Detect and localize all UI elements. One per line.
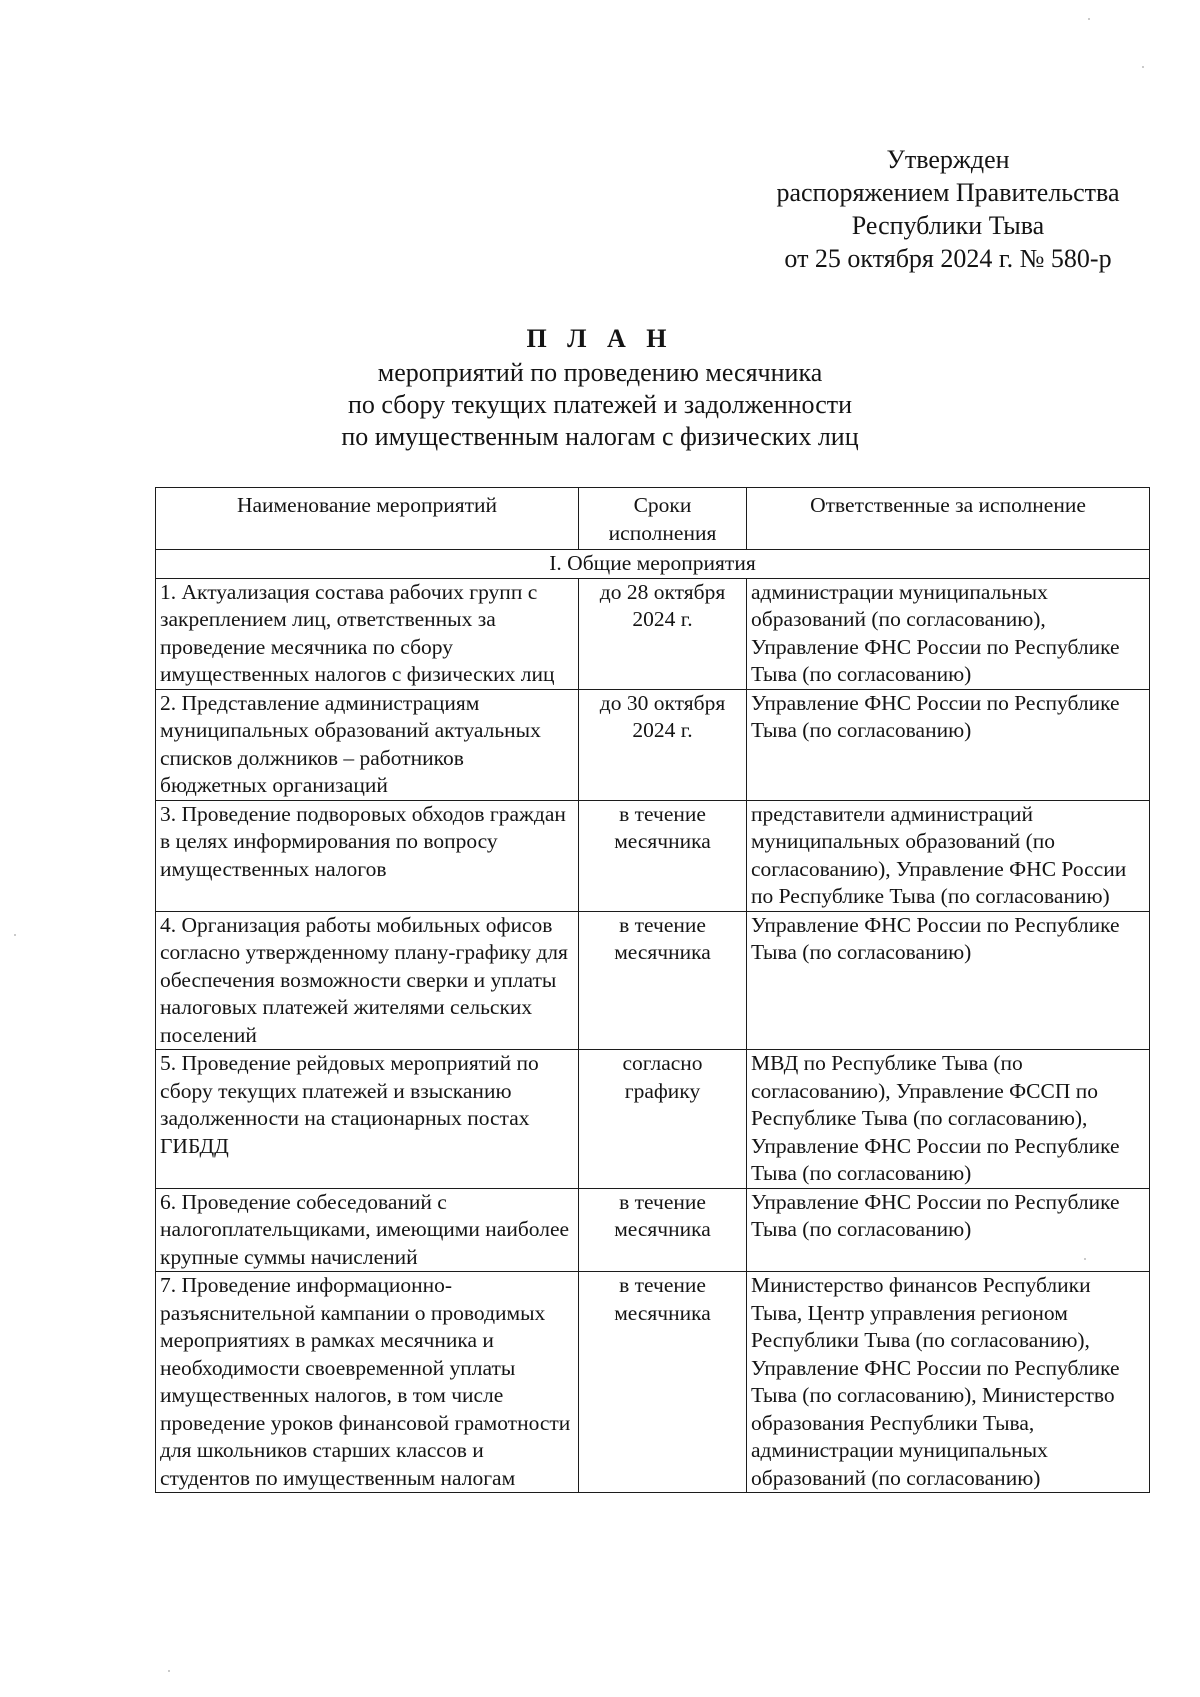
deadline-cell: в течение месячника — [579, 1272, 747, 1493]
subtitle-line: по имущественным налогам с физических лиц — [341, 422, 859, 451]
approval-line: от 25 октября 2024 г. № 580-р — [784, 244, 1112, 273]
activity-cell: 7. Проведение информационно-разъяснительной кампании о проводимых мероприятиях в рамках месячника и необходимости своевременной уплаты имущественных налогов, в том числе проведение уроков финансовой грамотности для школьников старших классов и студентов по имущественным налогам — [156, 1272, 579, 1493]
table-header-row — [156, 488, 1150, 550]
activity-cell: 3. Проведение подворовых обходов граждан в целях информирования по вопросу имущественных налогов — [156, 800, 579, 911]
header-activity: Наименование мероприятий — [156, 488, 579, 550]
section-title: I. Общие мероприятия — [156, 550, 1150, 579]
subtitle-line: по сбору текущих платежей и задолженности — [347, 390, 853, 419]
responsible-cell: Управление ФНС России по Республике Тыва (по согласованию) — [747, 689, 1150, 800]
activity-cell: 6. Проведение собеседований с налогоплательщиками, имеющими наиболее крупные суммы начислений — [156, 1188, 579, 1272]
approval-line: Республики Тыва — [851, 211, 1045, 240]
approval-line: распоряжением Правительства — [776, 178, 1120, 207]
activity-cell: 2. Представление администрациям муниципальных образований актуальных списков должников – работников бюджетных организаций — [156, 689, 579, 800]
scan-speck — [1084, 1258, 1086, 1260]
deadline-cell: в течение месячника — [579, 911, 747, 1050]
deadline-cell: до 30 октября 2024 г. — [579, 689, 747, 800]
document-heading — [250, 323, 950, 453]
scan-speck — [1142, 66, 1144, 68]
responsible-cell: Министерство финансов Республики Тыва, Центр управления регионом Республики Тыва (по согласованию), Управление ФНС России по Республике Тыва (по согласованию), Министерство образования Республики Тыва, администрации муниципальных образований (по согласованию) — [747, 1272, 1150, 1493]
document-title: П Л А Н — [526, 324, 674, 353]
table-row — [156, 689, 1150, 800]
table-row — [156, 1188, 1150, 1272]
scan-speck — [14, 934, 16, 936]
section-row — [156, 550, 1150, 579]
table-row — [156, 578, 1150, 689]
header-responsible: Ответственные за исполнение — [747, 488, 1150, 550]
deadline-cell: в течение месячника — [579, 800, 747, 911]
table-row — [156, 1050, 1150, 1189]
header-deadline: Сроки исполнения — [579, 488, 747, 550]
approval-stamp — [748, 143, 1148, 275]
table-row — [156, 800, 1150, 911]
deadline-cell: до 28 октября 2024 г. — [579, 578, 747, 689]
activity-cell: 5. Проведение рейдовых мероприятий по сбору текущих платежей и взысканию задолженности на стационарных постах ГИБДД — [156, 1050, 579, 1189]
plan-table — [155, 487, 1150, 1493]
scan-speck — [168, 1670, 170, 1672]
activity-cell: 1. Актуализация состава рабочих групп с закреплением лиц, ответственных за проведение месячника по сбору имущественных налогов с физических лиц — [156, 578, 579, 689]
activity-cell: 4. Организация работы мобильных офисов согласно утвержденному плану-графику для обеспечения возможности сверки и уплаты налоговых платежей жителями сельских поселений — [156, 911, 579, 1050]
approval-line: Утвержден — [886, 145, 1010, 174]
responsible-cell: Управление ФНС России по Республике Тыва (по согласованию) — [747, 911, 1150, 1050]
responsible-cell: Управление ФНС России по Республике Тыва (по согласованию) — [747, 1188, 1150, 1272]
responsible-cell: администрации муниципальных образований (по согласованию), Управление ФНС России по Республике Тыва (по согласованию) — [747, 578, 1150, 689]
scan-speck — [1088, 18, 1090, 20]
subtitle-line: мероприятий по проведению месячника — [377, 358, 823, 387]
responsible-cell: представители администраций муниципальных образований (по согласованию), Управление ФНС России по Республике Тыва (по согласованию) — [747, 800, 1150, 911]
table-row — [156, 911, 1150, 1050]
deadline-cell: согласно графику — [579, 1050, 747, 1189]
table-row — [156, 1272, 1150, 1493]
deadline-cell: в течение месячника — [579, 1188, 747, 1272]
responsible-cell: МВД по Республике Тыва (по согласованию), Управление ФССП по Республике Тыва (по согласованию), Управление ФНС России по Республике Тыва (по согласованию) — [747, 1050, 1150, 1189]
